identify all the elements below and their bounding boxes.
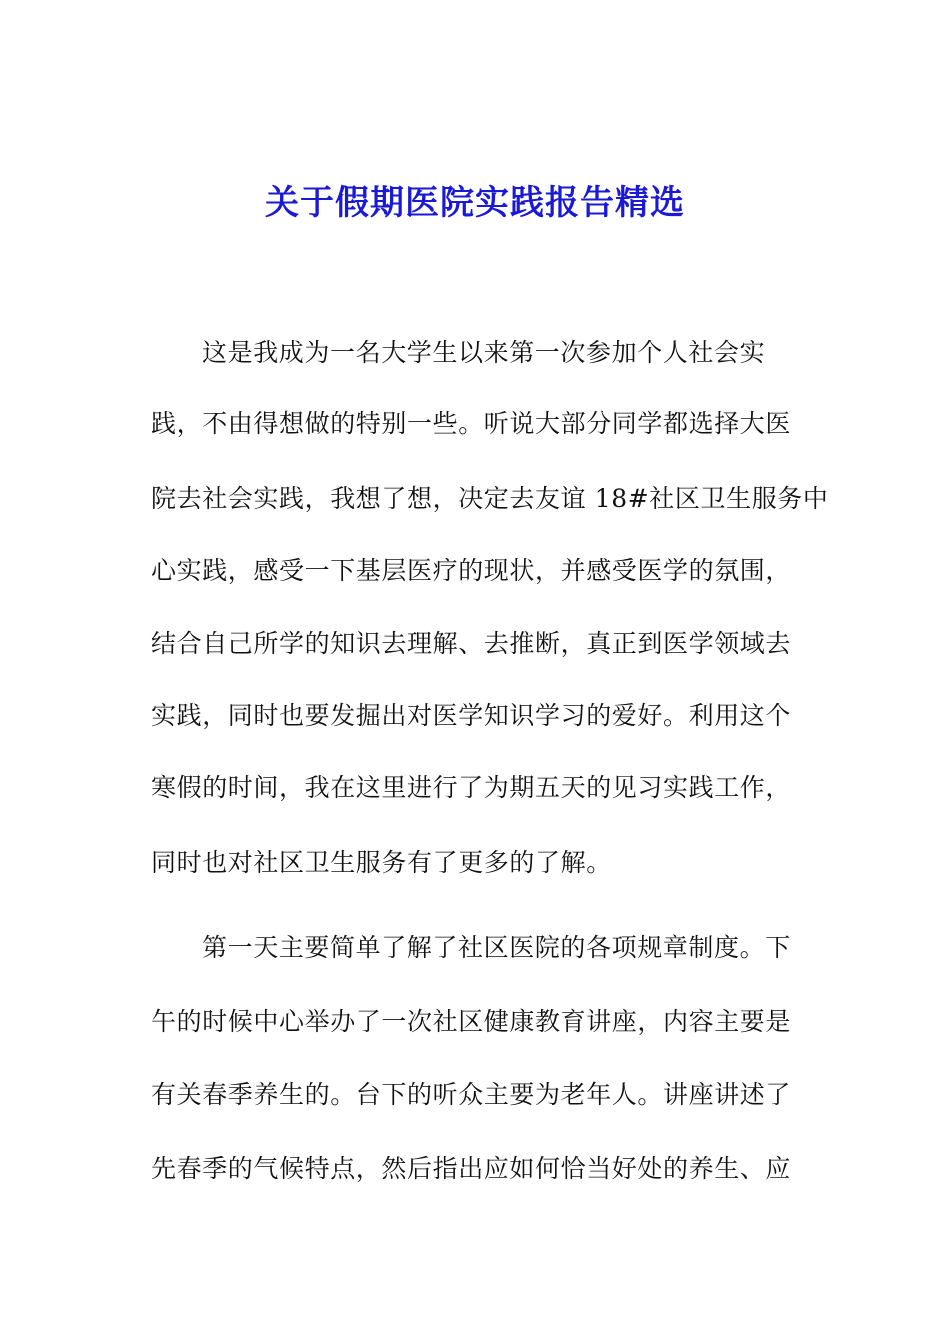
- text-line: 第一天主要简单了解了社区医院的各项规章制度。下: [202, 933, 791, 962]
- text-line: 践，不由得想做的特别一些。听说大部分同学都选择大医: [151, 409, 792, 438]
- text-line: 午的时候中心举办了一次社区健康教育讲座，内容主要是: [151, 1007, 792, 1036]
- text-line: 实践，同时也要发掘出对医学知识学习的爱好。利用这个: [151, 701, 792, 730]
- text-line: 这是我成为一名大学生以来第一次参加个人社会实: [202, 338, 766, 367]
- document-title: 关于假期医院实践报告精选: [265, 183, 685, 223]
- text-line: 先春季的气候特点，然后指出应如何恰当好处的养生、应: [151, 1154, 792, 1183]
- text-line: 同时也对社区卫生服务有了更多的了解。: [151, 848, 612, 877]
- text-line: 院去社会实践，我想了想，决定去友谊 18#社区卫生服务中: [151, 484, 829, 513]
- text-line: 心实践，感受一下基层医疗的现状，并感受医学的氛围，: [151, 556, 792, 585]
- text-line: 寒假的时间，我在这里进行了为期五天的见习实践工作，: [151, 773, 792, 802]
- text-line: 结合自己所学的知识去理解、去推断，真正到医学领域去: [151, 629, 792, 658]
- text-line: 有关春季养生的。台下的听众主要为老年人。讲座讲述了: [151, 1080, 792, 1109]
